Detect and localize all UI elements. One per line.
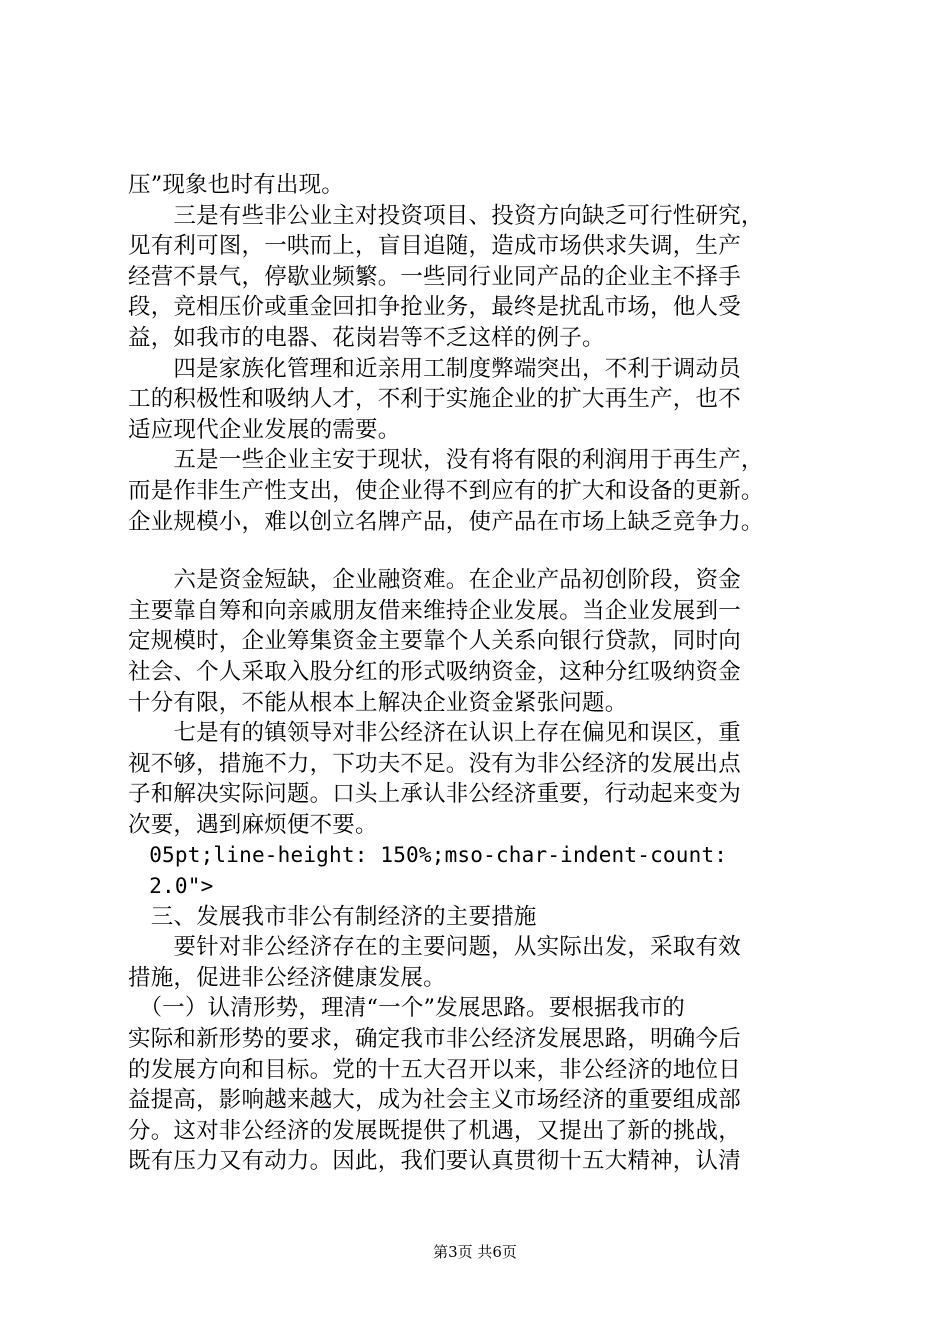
- text-line: 而是作非生产性支出，使企业得不到应有的扩大和设备的更新。: [128, 477, 764, 504]
- text-line: 子和解决实际问题。口头上承认非公经济重要，行动起来变为: [128, 781, 741, 808]
- text-line: 主要靠自筹和向亲戚朋友借来维持企业发展。当企业发展到一: [128, 597, 741, 624]
- text-line: 十分有限，不能从根本上解决企业资金紧张问题。: [128, 689, 628, 716]
- text-line: 次要，遇到麻烦便不要。: [128, 811, 378, 838]
- document-body: [128, 170, 840, 1177]
- stray-markup-text: 2.0">: [128, 874, 214, 899]
- text-line: 实际和新形势的要求，确定我市非公经济发展思路，明确今后: [128, 1026, 741, 1053]
- text-line: 三是有些非公业主对投资项目、投资方向缺乏可行性研究，: [128, 202, 764, 229]
- text-line: 七是有的镇领导对非公经济在认识上存在偏见和误区，重: [128, 720, 741, 747]
- text-line: 益提高，影响越来越大，成为社会主义市场经济的重要组成部: [128, 1087, 741, 1114]
- section-heading: 三、发展我市非公有制经济的主要措施: [128, 903, 537, 930]
- text-line: 经营不景气，停歇业频繁。一些同行业同产品的企业主不择手: [128, 263, 741, 290]
- text-line: 的发展方向和目标。党的十五大召开以来，非公经济的地位日: [128, 1056, 741, 1083]
- text-line: 措施，促进非公经济健康发展。: [128, 964, 446, 991]
- page-number-footer: 第3页 共6页: [433, 1243, 517, 1261]
- text-line: 见有利可图，一哄而上，盲目追随，造成市场供求失调，生产: [128, 233, 741, 260]
- text-line: 视不够，措施不力，下功夫不足。没有为非公经济的发展出点: [128, 750, 741, 777]
- text-line: 益，如我市的电器、花岗岩等不乏这样的例子。: [128, 324, 605, 351]
- text-line: 适应现代企业发展的需要。: [128, 416, 401, 443]
- text-line: 定规模时，企业筹集资金主要靠个人关系向银行贷款，同时向: [128, 628, 741, 655]
- paragraph-gap: [128, 537, 840, 565]
- text-line: 工的积极性和吸纳人才，不利于实施企业的扩大再生产，也不: [128, 386, 741, 413]
- text-line: 压”现象也时有出现。: [128, 172, 345, 198]
- text-line: 要针对非公经济存在的主要问题，从实际出发，采取有效: [128, 934, 741, 961]
- text-line: （一）认清形势，理清“一个”发展思路。要根据我市的: [128, 995, 685, 1022]
- text-line: 社会、个人采取入股分红的形式吸纳资金，这种分红吸纳资金: [128, 658, 741, 685]
- text-line: 企业规模小，难以创立名牌产品，使产品在市场上缺乏竞争力。: [128, 508, 764, 535]
- text-line: 既有压力又有动力。因此，我们要认真贯彻十五大精神，认清: [128, 1148, 741, 1175]
- stray-markup-text: 05pt;line-height: 150%;mso-char-indent-count:: [128, 843, 728, 868]
- text-line: 六是资金短缺，企业融资难。在企业产品初创阶段，资金: [128, 567, 741, 594]
- text-line: 段，竞相压价或重金回扣争抢业务，最终是扰乱市场，他人受: [128, 294, 741, 321]
- text-line: 分。这对非公经济的发展既提供了机遇，又提出了新的挑战，: [128, 1117, 741, 1144]
- text-line: 五是一些企业主安于现状，没有将有限的利润用于再生产，: [128, 447, 764, 474]
- text-line: 四是家族化管理和近亲用工制度弊端突出，不利于调动员: [128, 355, 741, 382]
